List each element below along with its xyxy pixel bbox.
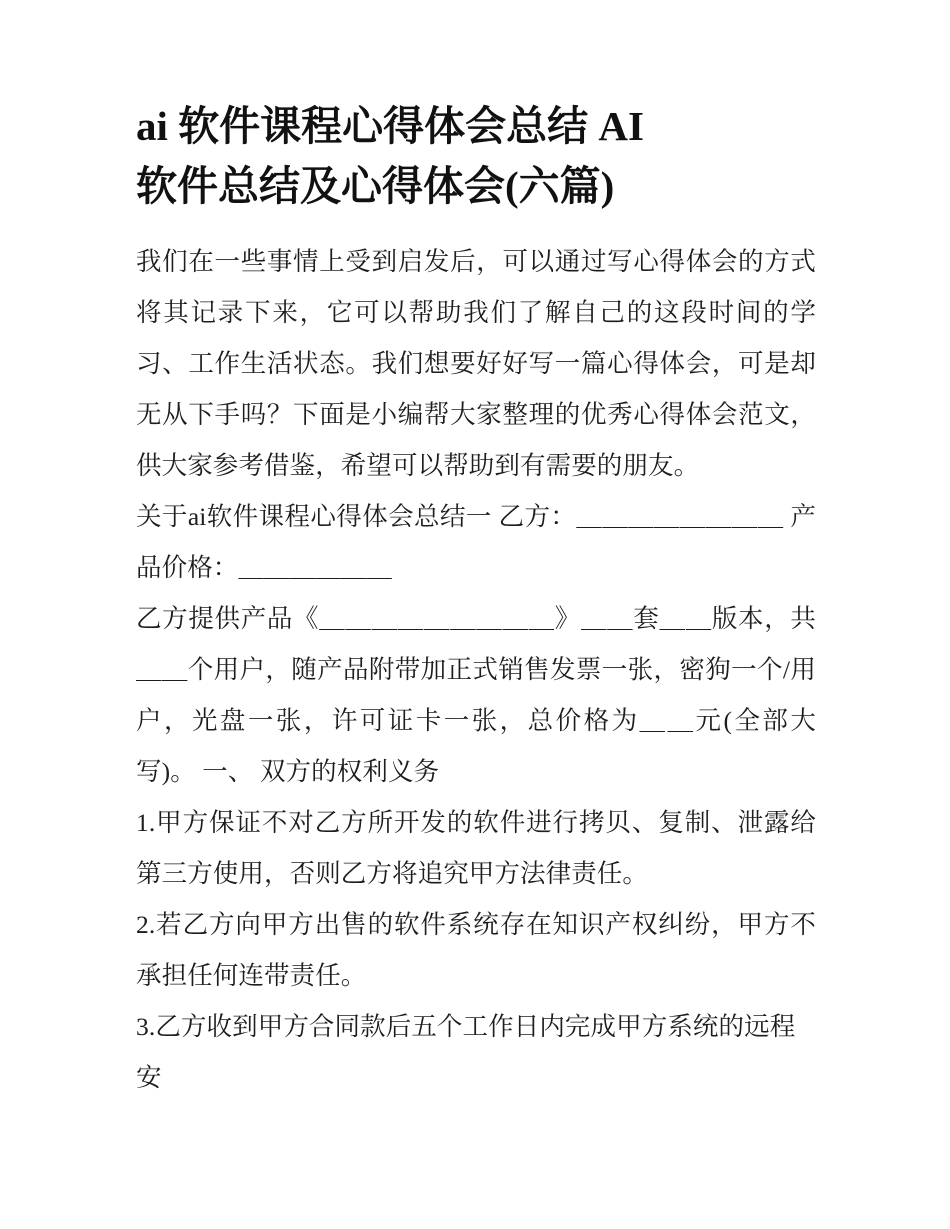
paragraph-clause-2: 2.若乙方向甲方出售的软件系统存在知识产权纠纷，甲方不承担任何连带责任。 (136, 910, 816, 990)
title-line-2: 软件总结及心得体会(六篇) (136, 163, 615, 209)
paragraph-clause-3: 3.乙方收到甲方合同款后五个工作日内完成甲方系统的远程安 (136, 1012, 796, 1092)
page-title (136, 96, 816, 216)
title-line-1: ai 软件课程心得体会总结 AI (136, 103, 644, 149)
document-body (136, 96, 816, 1103)
paragraph-section-heading: 关于ai软件课程心得体会总结一 乙方：＿＿＿＿＿＿＿＿ 产品价格：＿＿＿＿＿＿ (136, 502, 816, 582)
paragraph-intro: 我们在一些事情上受到启发后，可以通过写心得体会的方式将其记录下来，它可以帮助我们了解自己的这段时间的学习、工作生活状态。我们想要好好写一篇心得体会，可是却无从下手吗？下面是小编帮大家整理的优秀心得体会范文，供大家参考借鉴，希望可以帮助到有需要的朋友。 (136, 247, 816, 480)
paragraph-product-terms: 乙方提供产品《＿＿＿＿＿＿＿＿＿》＿＿套＿＿版本，共＿＿个用户，随产品附带加正式销售发票一张，密狗一个/用户，光盘一张，许可证卡一张，总价格为＿＿元(全部大写)。 一、 双方的权利义务 (136, 604, 816, 786)
paragraph-clause-1: 1.甲方保证不对乙方所开发的软件进行拷贝、复制、泄露给第三方使用，否则乙方将追究甲方法律责任。 (136, 808, 816, 888)
